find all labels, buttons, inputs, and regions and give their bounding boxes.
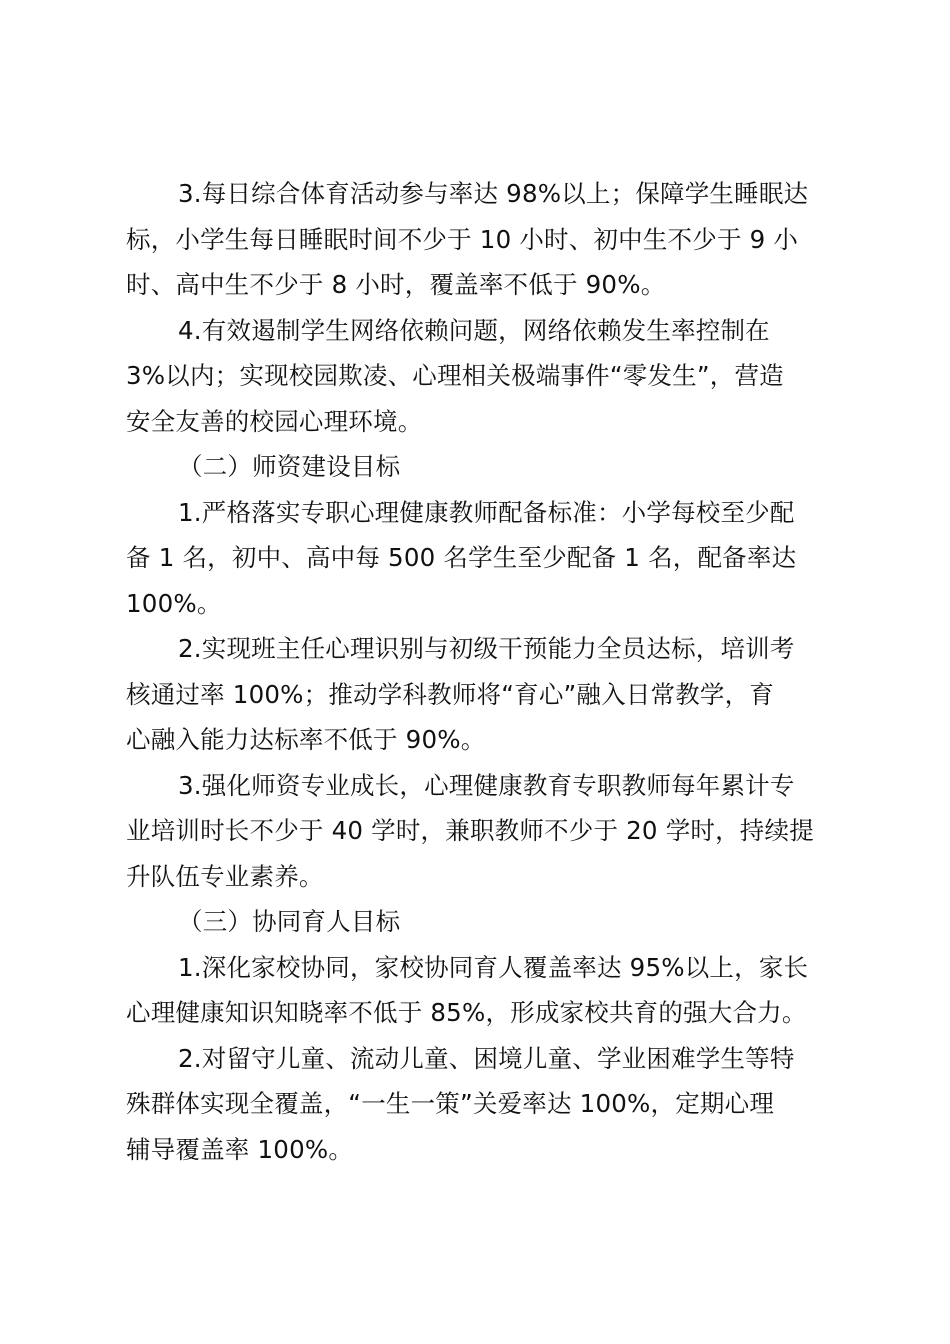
document-body xyxy=(126,171,832,1172)
text-line: 时、高中生不少于 8 小时，覆盖率不低于 90%。 xyxy=(126,270,666,299)
paragraph-home-school xyxy=(126,945,832,1036)
paragraph-sleep-activity xyxy=(126,171,832,308)
text-line: 升队伍专业素养。 xyxy=(126,861,324,891)
text-line: 1.深化家校协同，家校协同育人覆盖率达 95%以上，家长 xyxy=(178,952,809,982)
section-heading-collaboration xyxy=(126,899,832,945)
text-line: 安全友善的校园心理环境。 xyxy=(126,406,423,436)
section-heading-teachers xyxy=(126,444,832,490)
paragraph-network-dependency xyxy=(126,308,832,445)
text-line: 3.强化师资专业成长，心理健康教育专职教师每年累计专 xyxy=(178,770,795,800)
text-line: 1.严格落实专职心理健康教师配备标准：小学每校至少配 xyxy=(178,497,795,527)
text-line: 心融入能力达标率不低于 90%。 xyxy=(126,725,486,754)
paragraph-teacher-staffing xyxy=(126,490,832,627)
text-line: 备 1 名，初中、高中每 500 名学生至少配备 1 名，配备率达 xyxy=(126,543,797,572)
text-line: 业培训时长不少于 40 学时，兼职教师不少于 20 学时，持续提 xyxy=(126,816,814,845)
paragraph-professional-growth xyxy=(126,763,832,900)
text-line: 3%以内；实现校园欺凌、心理相关极端事件“零发生”，营造 xyxy=(126,361,784,390)
text-line: 3.每日综合体育活动参与率达 98%以上；保障学生睡眠达 xyxy=(178,179,809,208)
text-line: 核通过率 100%；推动学科教师将“育心”融入日常教学，育 xyxy=(126,679,775,709)
text-line: 辅导覆盖率 100%。 xyxy=(126,1134,354,1164)
text-line: 100%。 xyxy=(126,588,222,618)
paragraph-special-groups xyxy=(126,1036,832,1173)
section-heading: （三）协同育人目标 xyxy=(178,907,401,936)
text-line: 4.有效遏制学生网络依赖问题，网络依赖发生率控制在 xyxy=(178,315,770,345)
paragraph-head-teacher-training xyxy=(126,626,832,763)
text-line: 2.对留守儿童、流动儿童、困境儿童、学业困难学生等特 xyxy=(178,1043,795,1073)
section-heading: （二）师资建设目标 xyxy=(178,452,401,481)
text-line: 2.实现班主任心理识别与初级干预能力全员达标，培训考 xyxy=(178,634,795,663)
text-line: 标，小学生每日睡眠时间不少于 10 小时、初中生不少于 9 小 xyxy=(126,224,799,254)
text-line: 殊群体实现全覆盖，“一生一策”关爱率达 100%，定期心理 xyxy=(126,1089,775,1118)
text-line: 心理健康知识知晓率不低于 85%，形成家校共育的强大合力。 xyxy=(126,998,807,1027)
